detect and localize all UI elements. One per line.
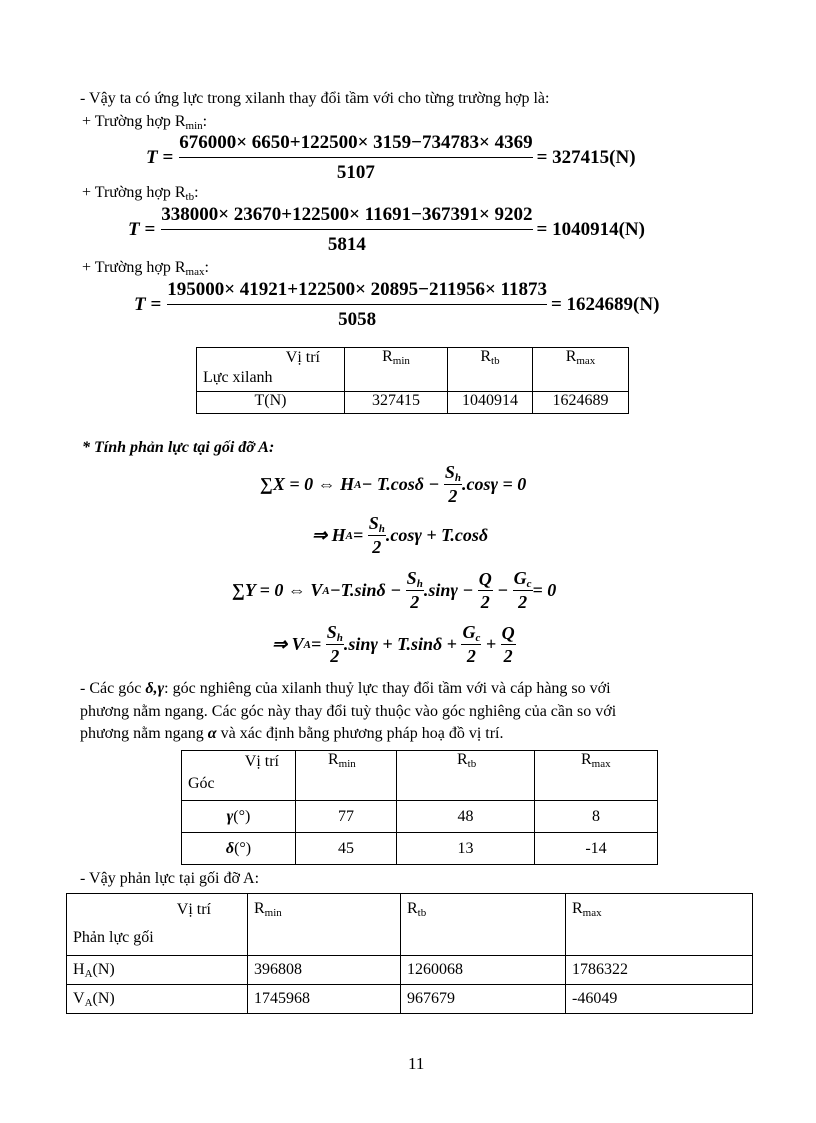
table1-cell: 327415: [345, 392, 448, 414]
table2-row-label-gamma: γ(°): [182, 801, 296, 833]
equation-ha: ⇒ H A = $\frac{S_h}{2}$ .cosγ + T.cosδ: [312, 513, 489, 557]
table1-cell: 1624689: [533, 392, 629, 414]
cylinder-force-table: [196, 347, 629, 414]
page-number: 11: [408, 1054, 425, 1073]
table1-cell: 1040914: [448, 392, 533, 414]
angles-table: [181, 750, 658, 865]
table3-row-label-va: $V_A(N)$: [67, 985, 248, 1014]
intro-line: - Vậy ta có ứng lực trong xilanh thay đổi tầm với cho từng trường hợp là:: [80, 90, 550, 107]
table3-header-rmax: $R_{max}$: [566, 894, 753, 956]
equation-t-rtb: T = $\frac{338000\times 23670+122500\times 11691-367391\times 9202}{5814}$ = 1040914(N): [128, 204, 645, 255]
table2-cell: 13: [397, 833, 535, 865]
angles-paragraph-line3: phương nằm ngang α và xác định bằng phương pháp hoạ đồ vị trí.: [80, 725, 504, 742]
table2-corner-cell: Vị trí Góc: [182, 751, 296, 801]
table2-cell: 45: [296, 833, 397, 865]
case-label-rmin: + Trường hợp $R_{min}$:: [82, 113, 208, 132]
table3-cell: -46049: [566, 985, 753, 1014]
table2-header-rmin: $R_{min}$: [296, 751, 397, 801]
table1-header-rmin: $R_{min}$: [345, 348, 448, 392]
equation-t-rmax: T = $\frac{195000\times 41921+122500\times 20895-211956\times 11873}{5058}$ = 1624689(N): [134, 279, 660, 330]
section-heading: * Tính phản lực tại gối đỡ A:: [82, 439, 275, 456]
case-label-rmax: + Trường hợp $R_{max}$:: [82, 259, 209, 278]
table2-cell: 8: [535, 801, 658, 833]
table2-header-rtb: $R_{tb}$: [397, 751, 535, 801]
table3-row-label-ha: $H_A(N)$: [67, 956, 248, 985]
table3-cell: 1260068: [401, 956, 566, 985]
table2-cell: -14: [535, 833, 658, 865]
support-reaction-table: [66, 893, 753, 1014]
table1-row-label: T(N): [197, 392, 345, 414]
table1-header-rtb: $R_{tb}$: [448, 348, 533, 392]
table3-header-rtb: $R_{tb}$: [401, 894, 566, 956]
angles-paragraph-line2: phương nằm ngang. Các góc này thay đổi tuỳ thuộc vào góc nghiêng của cần so với: [80, 703, 617, 720]
table2-row-label-delta: δ(°): [182, 833, 296, 865]
fraction-rmin: $\frac{676000\times 6650+122500\times 3159-734783\times 4369}{5107}$: [179, 132, 533, 183]
table2-header-rmax: $R_{max}$: [535, 751, 658, 801]
table3-cell: 396808: [248, 956, 401, 985]
table3-cell: 967679: [401, 985, 566, 1014]
equation-va: ⇒ V A = $\frac{S_h}{2}$ .sinγ + T.sinδ + $\frac{G_c}{2}$ + $\frac{Q}{2}$: [272, 622, 515, 666]
angles-paragraph-line1: - Các góc δ,γ: góc nghiêng của xilanh thuỷ lực thay đổi tầm với và cáp hàng so với: [80, 680, 611, 697]
table3-cell: 1745968: [248, 985, 401, 1014]
equation-t-rmin: T = $\frac{676000\times 6650+122500\times 3159-734783\times 4369}{5107}$ = 327415(N): [146, 132, 636, 183]
equation-sum-y: ∑Y = 0 ⇔ V A −T.sinδ − $\frac{S_h}{2}$ .sinγ − $\frac{Q}{2}$ − $\frac{G_c}{2}$ = 0: [232, 568, 557, 612]
case-label-rtb: + Trường hợp $R_{tb}$:: [82, 184, 199, 203]
table2-cell: 48: [397, 801, 535, 833]
reaction-line: - Vậy phản lực tại gối đỡ A:: [80, 870, 260, 887]
table1-corner-cell: Vị trí Lực xilanh: [197, 348, 345, 392]
table3-corner-cell: Vị trí Phản lực gối: [67, 894, 248, 956]
table2-cell: 77: [296, 801, 397, 833]
fraction-rtb: $\frac{338000\times 23670+122500\times 11691-367391\times 9202}{5814}$: [161, 204, 533, 255]
equation-sum-x: ∑X = 0 ⇔ H A − T.cosδ − $\frac{S_h}{2}$ .cosγ = 0: [260, 462, 527, 506]
table3-header-rmin: $R_{min}$: [248, 894, 401, 956]
table1-header-rmax: $R_{max}$: [533, 348, 629, 392]
fraction-rmax: $\frac{195000\times 41921+122500\times 20895-211956\times 11873}{5058}$: [167, 279, 547, 330]
table3-cell: 1786322: [566, 956, 753, 985]
